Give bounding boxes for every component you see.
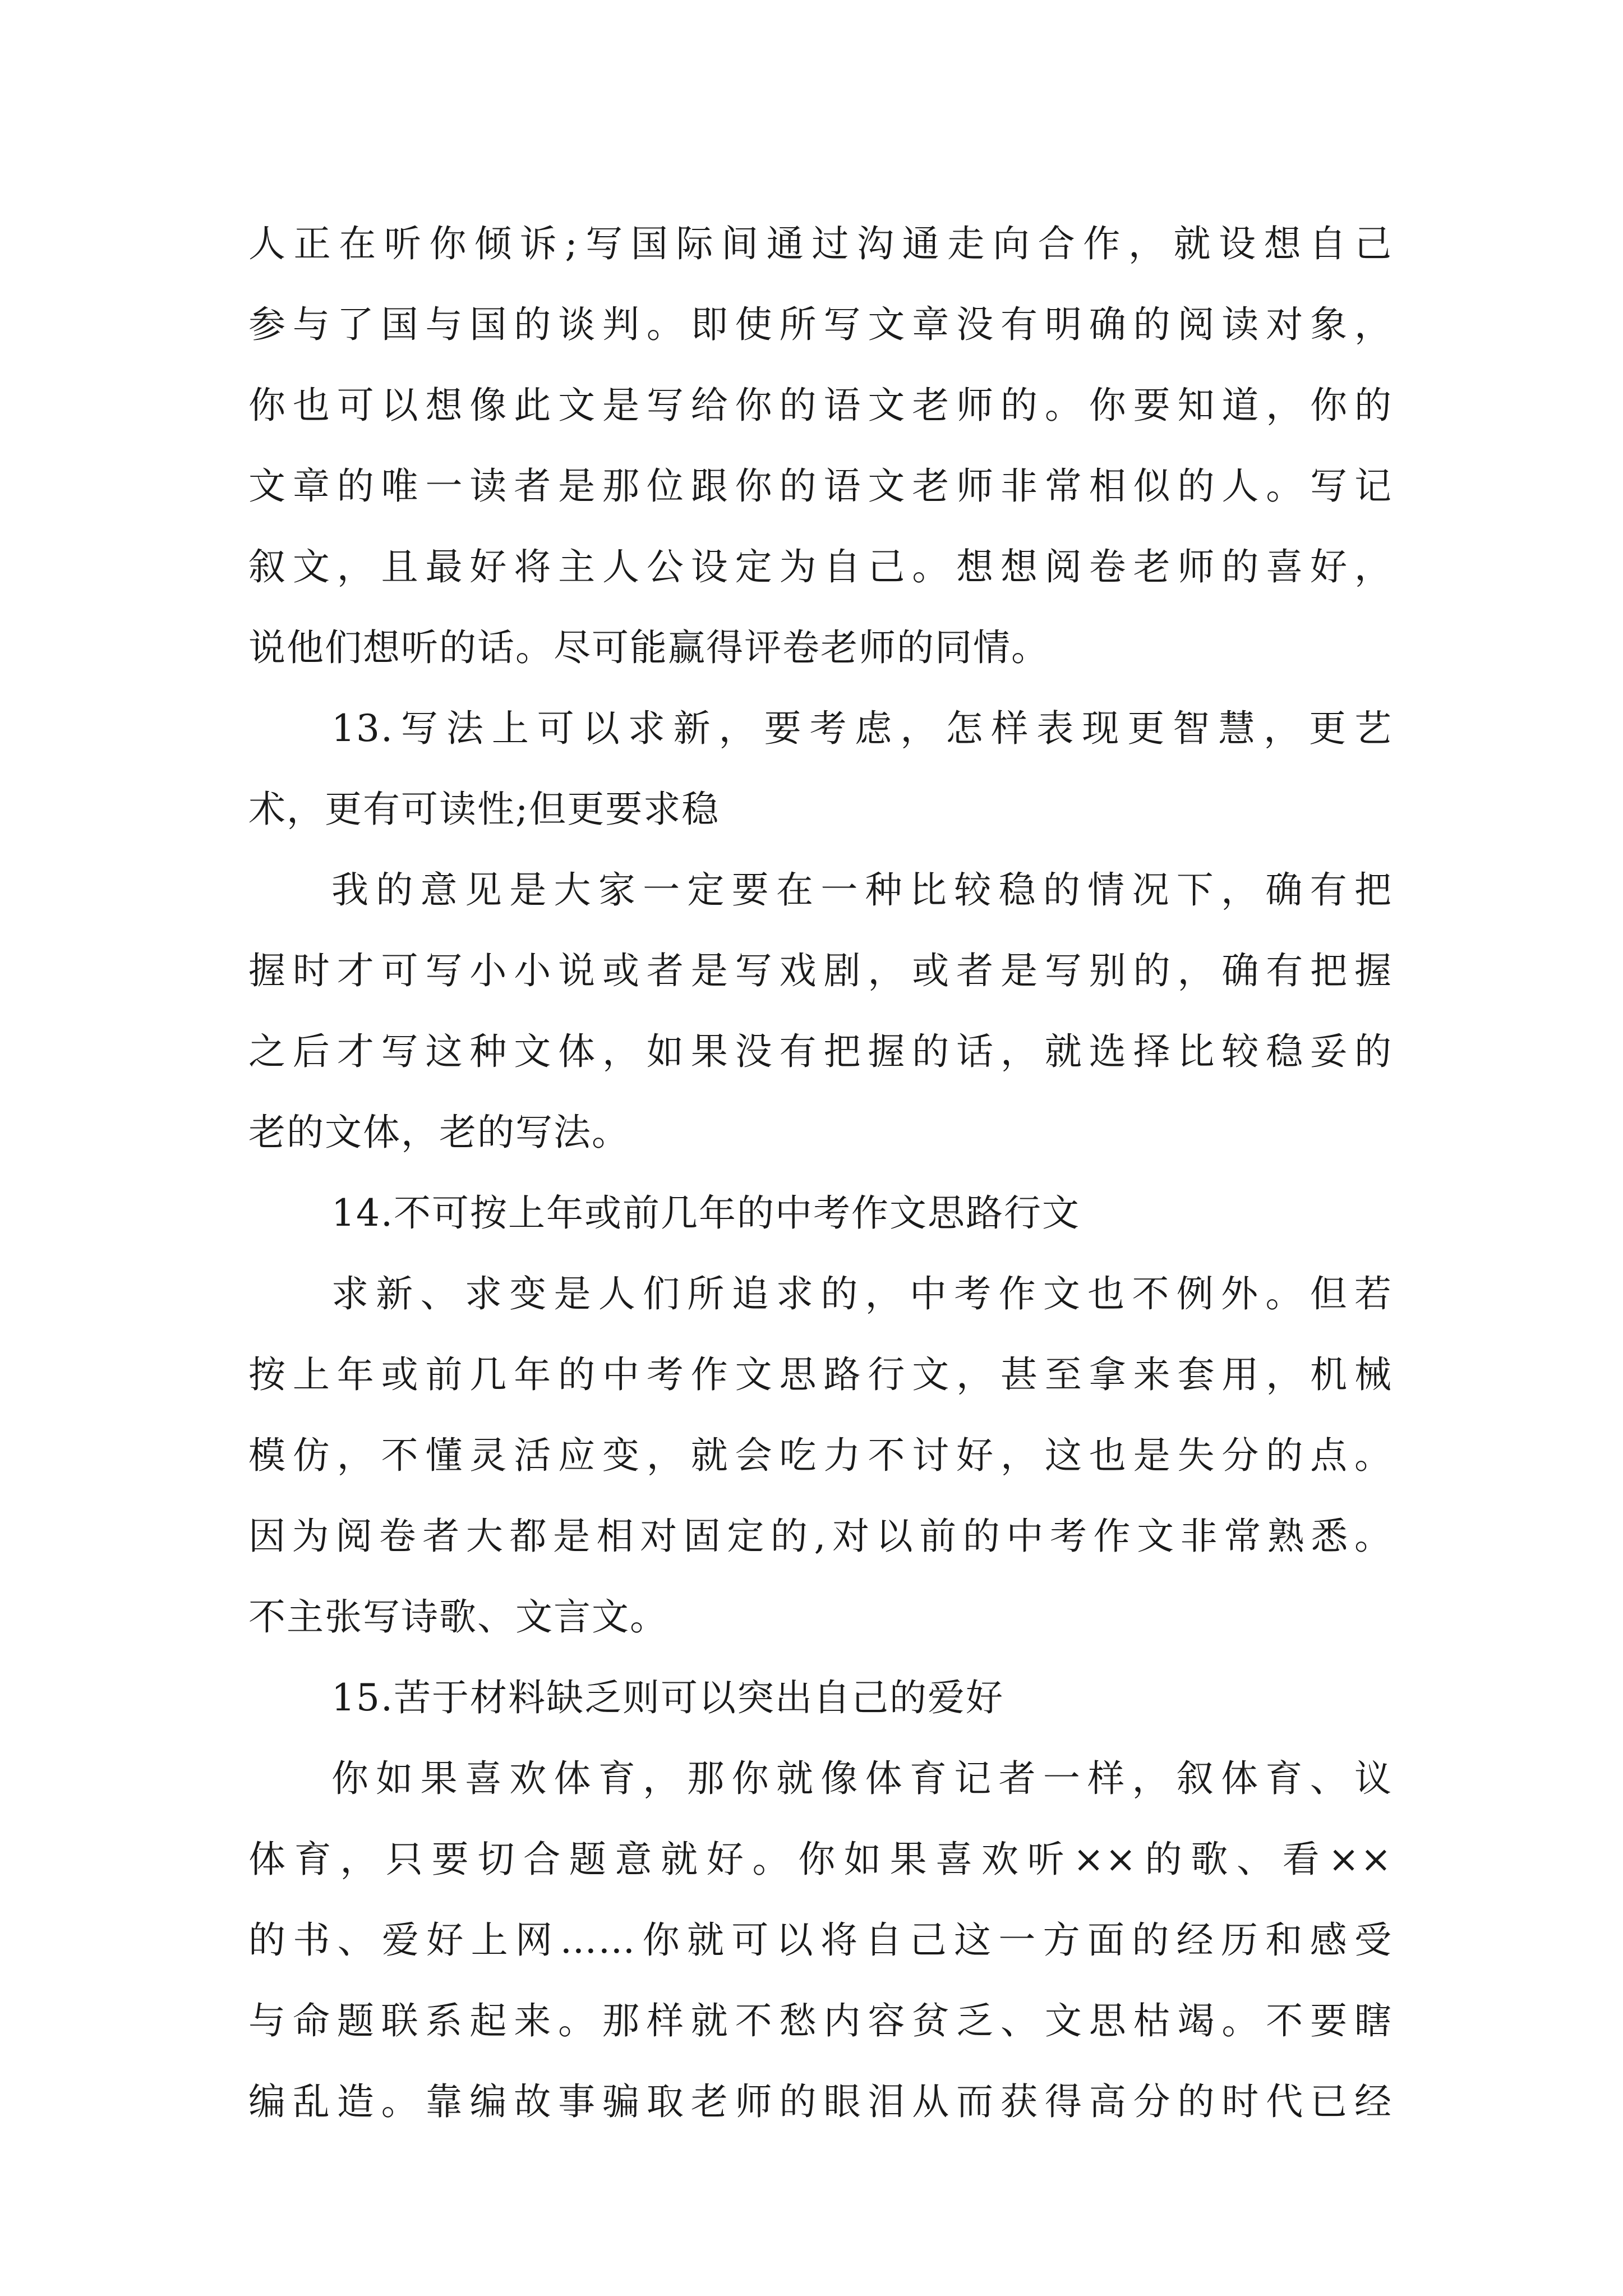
heading-line: 14.不可按上年或前几年的中考作文思路行文	[331, 1191, 1080, 1235]
paragraph-15-body	[248, 1738, 1393, 2142]
text-line: 的书、爱好上网……你就可以将自己这一方面的经历和感受	[248, 1918, 1393, 1962]
text-line: 编乱造。靠编故事骗取老师的眼泪从而获得高分的时代已经	[248, 2080, 1393, 2123]
text-line: 叙文，且最好将主人公设定为自己。想想阅卷老师的喜好，	[248, 545, 1393, 588]
text-line: 之后才写这种文体，如果没有把握的话，就选择比较稳妥的	[248, 1030, 1393, 1073]
heading-line: 15.苦于材料缺乏则可以突出自己的爱好	[331, 1676, 1004, 1719]
document-body	[248, 204, 1393, 2142]
text-line: 求新、求变是人们所追求的，中考作文也不例外。但若	[331, 1272, 1393, 1315]
text-line: 与命题联系起来。那样就不愁内容贫乏、文思枯竭。不要瞎	[248, 1999, 1393, 2042]
text-line: 文章的唯一读者是那位跟你的语文老师非常相似的人。写记	[248, 464, 1393, 508]
text-line: 参与了国与国的谈判。即使所写文章没有明确的阅读对象，	[248, 303, 1393, 346]
text-line: 你如果喜欢体育，那你就像体育记者一样，叙体育、议	[331, 1757, 1393, 1800]
paragraph-13-body	[248, 850, 1393, 1173]
text-line: 我的意见是大家一定要在一种比较稳的情况下，确有把	[331, 868, 1393, 912]
text-line: 体育，只要切合题意就好。你如果喜欢听××的歌、看××	[248, 1838, 1393, 1881]
heading-line: 术，更有可读性;但更要求稳	[248, 788, 720, 831]
text-line: 按上年或前几年的中考作文思路行文，甚至拿来套用，机械	[248, 1353, 1393, 1396]
section-heading-14	[248, 1173, 1393, 1254]
paragraph-14-body	[248, 1254, 1393, 1658]
section-heading-13	[248, 688, 1393, 850]
text-line: 你也可以想像此文是写给你的语文老师的。你要知道，你的	[248, 384, 1393, 427]
text-line: 人正在听你倾诉;写国际间通过沟通走向合作，就设想自己	[248, 222, 1393, 265]
text-line: 老的文体，老的写法。	[248, 1111, 630, 1154]
text-line: 模仿，不懂灵活应变，就会吃力不讨好，这也是失分的点。	[248, 1434, 1393, 1477]
text-line: 握时才可写小小说或者是写戏剧，或者是写别的，确有把握	[248, 949, 1393, 992]
paragraph-reader-imagination	[248, 204, 1393, 688]
text-line: 说他们想听的话。尽可能赢得评卷老师的同情。	[248, 626, 1049, 669]
text-line: 因为阅卷者大都是相对固定的,对以前的中考作文非常熟悉。	[248, 1515, 1393, 1558]
text-line: 不主张写诗歌、文言文。	[248, 1595, 668, 1639]
section-heading-15	[248, 1658, 1393, 1738]
heading-line: 13.写法上可以求新，要考虑，怎样表现更智慧，更艺	[331, 707, 1393, 750]
